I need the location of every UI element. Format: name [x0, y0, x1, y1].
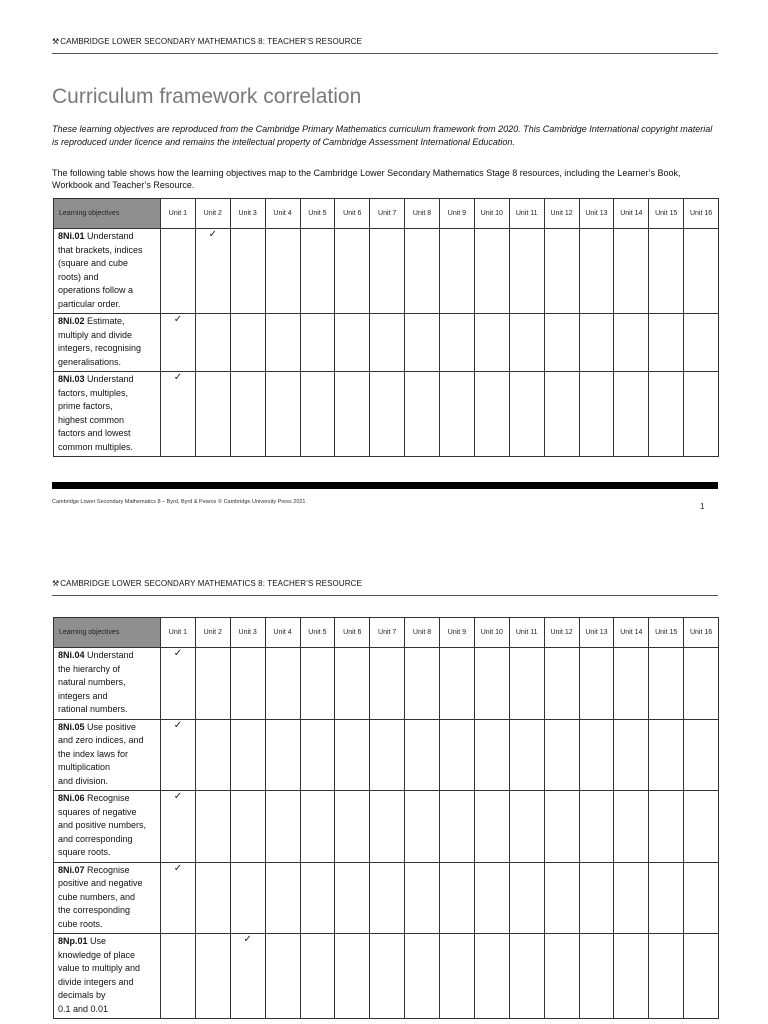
objective-text: and positive numbers,	[58, 820, 147, 830]
unit-cell	[474, 791, 509, 863]
objective-text: prime factors,	[58, 401, 113, 411]
unit-column-header: Unit 2	[195, 618, 230, 648]
unit-cell	[579, 791, 614, 863]
unit-cell	[370, 791, 405, 863]
running-header	[52, 579, 718, 596]
unit-cell	[684, 791, 719, 863]
unit-cell	[265, 934, 300, 1019]
unit-column-header: Unit 11	[509, 618, 544, 648]
unit-cell	[230, 791, 265, 863]
objective-text: common multiples.	[58, 441, 134, 452]
unit-cell	[300, 648, 335, 720]
unit-cell	[195, 862, 230, 934]
unit-cell	[544, 934, 579, 1019]
objective-code: 8Ni.02	[58, 316, 85, 326]
objective-text: generalisations.	[58, 356, 122, 367]
unit-cell	[335, 791, 370, 863]
unit-cell	[230, 372, 265, 457]
unit-column-header: Unit 8	[405, 618, 440, 648]
unit-column-header: Unit 10	[474, 199, 509, 229]
objective-text: Estimate,	[84, 316, 125, 326]
learning-objective-cell	[54, 648, 161, 720]
unit-cell	[405, 719, 440, 791]
unit-column-header: Unit 5	[300, 199, 335, 229]
unit-cell	[230, 719, 265, 791]
unit-column-header: Unit 5	[300, 618, 335, 648]
unit-cell	[405, 862, 440, 934]
unit-cell	[265, 314, 300, 372]
unit-column-header: Unit 6	[335, 199, 370, 229]
unit-cell	[684, 314, 719, 372]
unit-cell	[405, 934, 440, 1019]
unit-cell	[579, 934, 614, 1019]
objective-text: (square and cube	[58, 258, 129, 268]
unit-cell	[335, 229, 370, 314]
objective-text: Recognise	[84, 864, 130, 875]
unit-column-header: Unit 2	[195, 199, 230, 229]
learning-objectives-header: Learning objectives	[54, 618, 161, 648]
unit-column-header: Unit 4	[265, 618, 300, 648]
objective-text: and division.	[58, 775, 109, 786]
unit-cell	[474, 934, 509, 1019]
unit-cell	[544, 791, 579, 863]
unit-column-header: Unit 15	[649, 618, 684, 648]
unit-cell	[509, 372, 544, 457]
unit-column-header: Unit 1	[161, 199, 196, 229]
objective-code: 8Np.01	[58, 936, 88, 946]
table-row	[54, 791, 719, 863]
unit-cell	[335, 934, 370, 1019]
unit-cell	[474, 372, 509, 457]
objective-text: Use	[87, 936, 107, 946]
objective-text: positive and negative	[58, 878, 143, 888]
correlation-table-page-2	[53, 617, 719, 1019]
footer-rule	[52, 482, 718, 489]
unit-cell	[265, 791, 300, 863]
table-lead-paragraph: The following table shows how the learning objectives map to the Cambridge Lower Secondary Mathematics Stage 8 resources, including the Learner’s Book, Workbook and Teacher’s Resource.	[52, 168, 681, 190]
unit-cell	[300, 719, 335, 791]
unit-cell	[579, 862, 614, 934]
objective-text: multiplication	[58, 762, 111, 772]
learning-objective-cell	[54, 934, 161, 1019]
unit-cell	[579, 648, 614, 720]
unit-cell	[335, 314, 370, 372]
unit-cell	[370, 229, 405, 314]
learning-objective-cell	[54, 791, 161, 863]
unit-cell	[195, 791, 230, 863]
unit-cell	[544, 648, 579, 720]
unit-cell	[405, 229, 440, 314]
unit-cell	[579, 719, 614, 791]
objective-text: operations follow a	[58, 285, 134, 295]
unit-cell	[474, 648, 509, 720]
unit-cell	[649, 648, 684, 720]
objective-text: Understand	[84, 231, 134, 241]
unit-cell	[195, 314, 230, 372]
unit-cell	[405, 791, 440, 863]
objective-text: factors, multiples,	[58, 387, 129, 398]
unit-cell	[544, 719, 579, 791]
unit-cell	[300, 314, 335, 372]
correlation-table-page-1	[53, 198, 719, 457]
table-header-row	[54, 618, 719, 648]
unit-cell	[440, 372, 475, 457]
unit-cell	[684, 372, 719, 457]
unit-column-header: Unit 7	[370, 618, 405, 648]
unit-column-header: Unit 3	[230, 618, 265, 648]
unit-cell	[300, 372, 335, 457]
objective-code: 8Ni.06	[58, 793, 85, 803]
learning-objective-cell	[54, 372, 161, 457]
publisher-logo-icon: ⚒	[52, 37, 60, 46]
learning-objective-cell	[54, 862, 161, 934]
unit-cell	[405, 372, 440, 457]
unit-cell	[614, 934, 649, 1019]
learning-objective-cell	[54, 229, 161, 314]
table-row	[54, 862, 719, 934]
unit-cell	[579, 229, 614, 314]
unit-cell	[544, 372, 579, 457]
unit-cell	[440, 862, 475, 934]
unit-cell	[614, 862, 649, 934]
objective-text: square roots.	[58, 847, 111, 857]
unit-column-header: Unit 9	[440, 199, 475, 229]
unit-cell	[614, 229, 649, 314]
unit-cell	[649, 719, 684, 791]
unit-cell	[440, 719, 475, 791]
unit-cell	[300, 862, 335, 934]
unit-cell	[474, 314, 509, 372]
unit-cell	[161, 934, 196, 1019]
unit-cell	[474, 719, 509, 791]
check-mark-icon: ✓	[161, 372, 196, 457]
unit-cell	[474, 229, 509, 314]
unit-cell	[544, 862, 579, 934]
page-number: 1	[700, 502, 705, 511]
table-header-row	[54, 199, 719, 229]
unit-cell	[161, 229, 196, 314]
unit-cell	[614, 372, 649, 457]
table-row	[54, 648, 719, 720]
unit-cell	[509, 934, 544, 1019]
unit-cell	[509, 648, 544, 720]
unit-column-header: Unit 3	[230, 199, 265, 229]
objective-text: and corresponding	[58, 833, 133, 844]
table-row	[54, 372, 719, 457]
unit-cell	[370, 934, 405, 1019]
unit-cell	[614, 719, 649, 791]
unit-cell	[440, 229, 475, 314]
unit-cell	[509, 719, 544, 791]
objective-text: cube roots.	[58, 918, 103, 929]
unit-column-header: Unit 14	[614, 618, 649, 648]
objective-text: divide integers and	[58, 976, 134, 987]
unit-cell	[614, 648, 649, 720]
unit-cell	[684, 229, 719, 314]
check-mark-icon: ✓	[195, 229, 230, 314]
unit-cell	[649, 791, 684, 863]
unit-column-header: Unit 16	[684, 618, 719, 648]
objective-text: knowledge of place	[58, 949, 136, 960]
unit-cell	[230, 862, 265, 934]
learning-objective-cell	[54, 719, 161, 791]
unit-cell	[614, 314, 649, 372]
running-header-text: CAMBRIDGE LOWER SECONDARY MATHEMATICS 8: TEACHER’S RESOURCE	[60, 579, 362, 588]
unit-cell	[335, 862, 370, 934]
running-header	[52, 37, 718, 54]
unit-cell	[335, 372, 370, 457]
unit-column-header: Unit 7	[370, 199, 405, 229]
unit-column-header: Unit 12	[544, 199, 579, 229]
objective-text: squares of negative	[58, 806, 137, 817]
objective-text: the corresponding	[58, 905, 131, 915]
check-mark-icon: ✓	[161, 719, 196, 791]
objective-text: value to multiply and	[58, 963, 141, 973]
unit-column-header: Unit 13	[579, 199, 614, 229]
objective-text: factors and lowest	[58, 428, 131, 438]
unit-cell	[544, 314, 579, 372]
unit-cell	[684, 862, 719, 934]
check-mark-icon: ✓	[161, 862, 196, 934]
unit-cell	[370, 314, 405, 372]
objective-text: 0.1 and 0.01	[58, 1003, 109, 1014]
unit-cell	[684, 648, 719, 720]
unit-column-header: Unit 15	[649, 199, 684, 229]
learning-objective-cell	[54, 314, 161, 372]
unit-cell	[195, 648, 230, 720]
unit-cell	[335, 719, 370, 791]
objective-text: multiply and divide	[58, 329, 133, 340]
unit-cell	[649, 229, 684, 314]
objective-text: particular order.	[58, 298, 121, 309]
objective-code: 8Ni.07	[58, 864, 85, 875]
objective-text: Understand	[84, 650, 134, 660]
unit-cell	[230, 648, 265, 720]
unit-cell	[370, 648, 405, 720]
footer-credit: Cambridge Lower Secondary Mathematics 8 – Byrd, Byrd & Pearce © Cambridge University Press 2021	[52, 499, 306, 505]
unit-cell	[649, 862, 684, 934]
objective-text: Use positive	[84, 721, 137, 732]
unit-cell	[230, 229, 265, 314]
objective-text: Understand	[84, 374, 134, 384]
page-title: Curriculum framework correlation	[52, 85, 362, 108]
unit-cell	[370, 862, 405, 934]
unit-cell	[195, 372, 230, 457]
unit-cell	[195, 934, 230, 1019]
objective-text: and zero indices, and	[58, 735, 144, 745]
unit-cell	[509, 791, 544, 863]
unit-cell	[230, 314, 265, 372]
unit-cell	[195, 719, 230, 791]
objective-code: 8Ni.01	[58, 231, 85, 241]
objective-code: 8Ni.04	[58, 650, 85, 660]
unit-column-header: Unit 11	[509, 199, 544, 229]
unit-cell	[265, 372, 300, 457]
check-mark-icon: ✓	[161, 648, 196, 720]
check-mark-icon: ✓	[230, 934, 265, 1019]
unit-cell	[265, 862, 300, 934]
objective-code: 8Ni.03	[58, 374, 85, 384]
unit-column-header: Unit 10	[474, 618, 509, 648]
unit-column-header: Unit 14	[614, 199, 649, 229]
learning-objectives-header: Learning objectives	[54, 199, 161, 229]
objective-text: the index laws for	[58, 748, 129, 759]
unit-cell	[544, 229, 579, 314]
objective-text: highest common	[58, 414, 125, 425]
unit-cell	[509, 314, 544, 372]
unit-column-header: Unit 8	[405, 199, 440, 229]
objective-text: that brackets, indices	[58, 244, 143, 255]
unit-cell	[265, 229, 300, 314]
unit-cell	[440, 934, 475, 1019]
unit-column-header: Unit 12	[544, 618, 579, 648]
objective-text: rational numbers.	[58, 704, 128, 714]
unit-cell	[300, 934, 335, 1019]
unit-cell	[370, 719, 405, 791]
table-row	[54, 934, 719, 1019]
unit-cell	[335, 648, 370, 720]
unit-cell	[579, 372, 614, 457]
objective-text: Recognise	[84, 793, 130, 803]
unit-cell	[405, 648, 440, 720]
unit-cell	[509, 862, 544, 934]
objective-text: decimals by	[58, 990, 106, 1000]
unit-cell	[509, 229, 544, 314]
unit-cell	[440, 791, 475, 863]
table-row	[54, 719, 719, 791]
unit-column-header: Unit 1	[161, 618, 196, 648]
unit-cell	[649, 314, 684, 372]
objective-text: natural numbers,	[58, 677, 126, 687]
unit-cell	[649, 934, 684, 1019]
unit-cell	[265, 648, 300, 720]
unit-cell	[614, 791, 649, 863]
unit-cell	[474, 862, 509, 934]
check-mark-icon: ✓	[161, 791, 196, 863]
copyright-intro: These learning objectives are reproduced from the Cambridge Primary Mathematics curriculum framework from 2020. This Cambridge International copyright material is reproduced under licence and remains the intellectual property of Cambridge Assessment International Education.	[52, 124, 713, 147]
unit-cell	[370, 372, 405, 457]
unit-cell	[684, 719, 719, 791]
unit-cell	[265, 719, 300, 791]
unit-column-header: Unit 13	[579, 618, 614, 648]
unit-cell	[684, 934, 719, 1019]
unit-cell	[300, 229, 335, 314]
unit-cell	[579, 314, 614, 372]
unit-column-header: Unit 16	[684, 199, 719, 229]
unit-cell	[405, 314, 440, 372]
objective-text: roots) and	[58, 271, 99, 282]
unit-column-header: Unit 6	[335, 618, 370, 648]
check-mark-icon: ✓	[161, 314, 196, 372]
objective-code: 8Ni.05	[58, 721, 85, 732]
table-row	[54, 314, 719, 372]
objective-text: the hierarchy of	[58, 663, 121, 674]
objective-text: integers, recognising	[58, 343, 142, 353]
unit-cell	[440, 314, 475, 372]
unit-column-header: Unit 4	[265, 199, 300, 229]
table-row	[54, 229, 719, 314]
unit-column-header: Unit 9	[440, 618, 475, 648]
unit-cell	[649, 372, 684, 457]
unit-cell	[300, 791, 335, 863]
unit-cell	[440, 648, 475, 720]
objective-text: integers and	[58, 690, 108, 701]
running-header-text: CAMBRIDGE LOWER SECONDARY MATHEMATICS 8: TEACHER’S RESOURCE	[60, 37, 362, 46]
objective-text: cube numbers, and	[58, 891, 136, 902]
publisher-logo-icon: ⚒	[52, 579, 60, 588]
